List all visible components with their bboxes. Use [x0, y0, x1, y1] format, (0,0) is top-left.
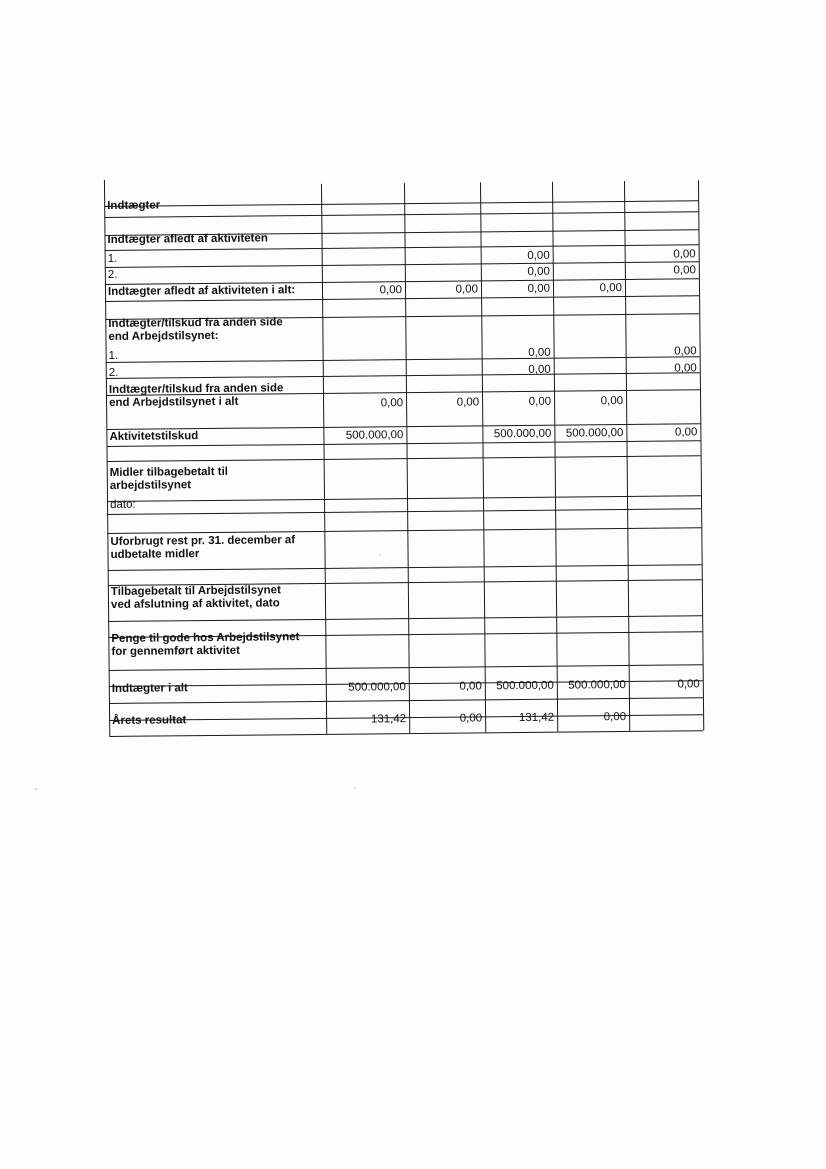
value-cell: 0,00 [380, 397, 404, 410]
row-label-line: for gennemført aktivitet [111, 644, 240, 658]
value-cell: 0,00 [527, 282, 551, 295]
row-label: Indtægter afledt af aktiviteten [107, 232, 268, 246]
row-label: 2. [108, 366, 119, 379]
row-label-line: arbejdstilsynet [109, 479, 192, 492]
value-cell: 0,00 [673, 248, 696, 261]
value-cell: 500.000,00 [568, 679, 626, 692]
value-cell: 0,00 [600, 395, 624, 408]
row-label: Indtægter afledt af aktiviteten i alt: [107, 284, 296, 298]
row-label: Årets resultat [112, 714, 187, 727]
value-cell: 0,00 [528, 363, 551, 376]
value-cell: 0,00 [674, 426, 698, 439]
value-cell: 0,00 [674, 362, 697, 375]
row-label-line: Penge til gode hos Arbejdstilsynet [111, 631, 300, 645]
row-label-line: end Arbejdstilsynet i alt [109, 395, 239, 409]
value-cell: 131,42 [518, 711, 555, 725]
value-cell: 0,00 [459, 680, 482, 693]
value-cell: 500.000,00 [345, 429, 404, 442]
value-cell: 0,00 [674, 345, 697, 358]
row-label-line: Midler tilbagebetalt til [109, 465, 229, 479]
row-label: Indtægter i alt [111, 682, 188, 695]
row-label-line: Indtægter/tilskud fra anden side [108, 316, 283, 330]
value-cell: 0,00 [455, 283, 479, 296]
value-cell: 131,42 [370, 713, 407, 726]
value-cell: 0,00 [673, 264, 696, 277]
row-label: 1. [108, 349, 119, 362]
row-label-line: Indtægter/tilskud fra anden side [108, 382, 284, 396]
value-cell: 0,00 [379, 284, 403, 297]
row-label-line: ved afslutning af aktivitet, dato [110, 597, 280, 611]
row-label: dato: [110, 498, 136, 511]
row-label: Aktivitetstilskud [109, 430, 199, 443]
value-cell: 0,00 [603, 711, 627, 724]
value-cell: 500.000,00 [565, 427, 624, 440]
row-label-line: Tilbagebetalt til Arbejdstilsynet [110, 584, 281, 598]
row-label-line: Uforbrugt rest pr. 31. december af [110, 534, 296, 548]
value-cell: 0,00 [459, 712, 483, 725]
value-cell: 0,00 [456, 396, 480, 409]
value-cell: 0,00 [527, 249, 550, 262]
value-cell: 0,00 [677, 678, 700, 691]
value-cell: 500.000,00 [496, 679, 554, 693]
row-label: 1. [107, 252, 118, 265]
value-cell: 0,00 [528, 395, 552, 408]
row-label-line: udbetalte midler [110, 548, 200, 561]
row-label: 2. [107, 268, 118, 281]
value-cell: 0,00 [527, 265, 550, 278]
value-cell: 0,00 [528, 346, 551, 359]
row-label-line: end Arbejdstilsynet: [108, 329, 219, 343]
row-label: Indtægter [107, 199, 161, 212]
value-cell: 0,00 [599, 282, 623, 295]
value-cell: 500.000,00 [348, 681, 406, 694]
value-cell: 500.000,00 [493, 427, 552, 441]
